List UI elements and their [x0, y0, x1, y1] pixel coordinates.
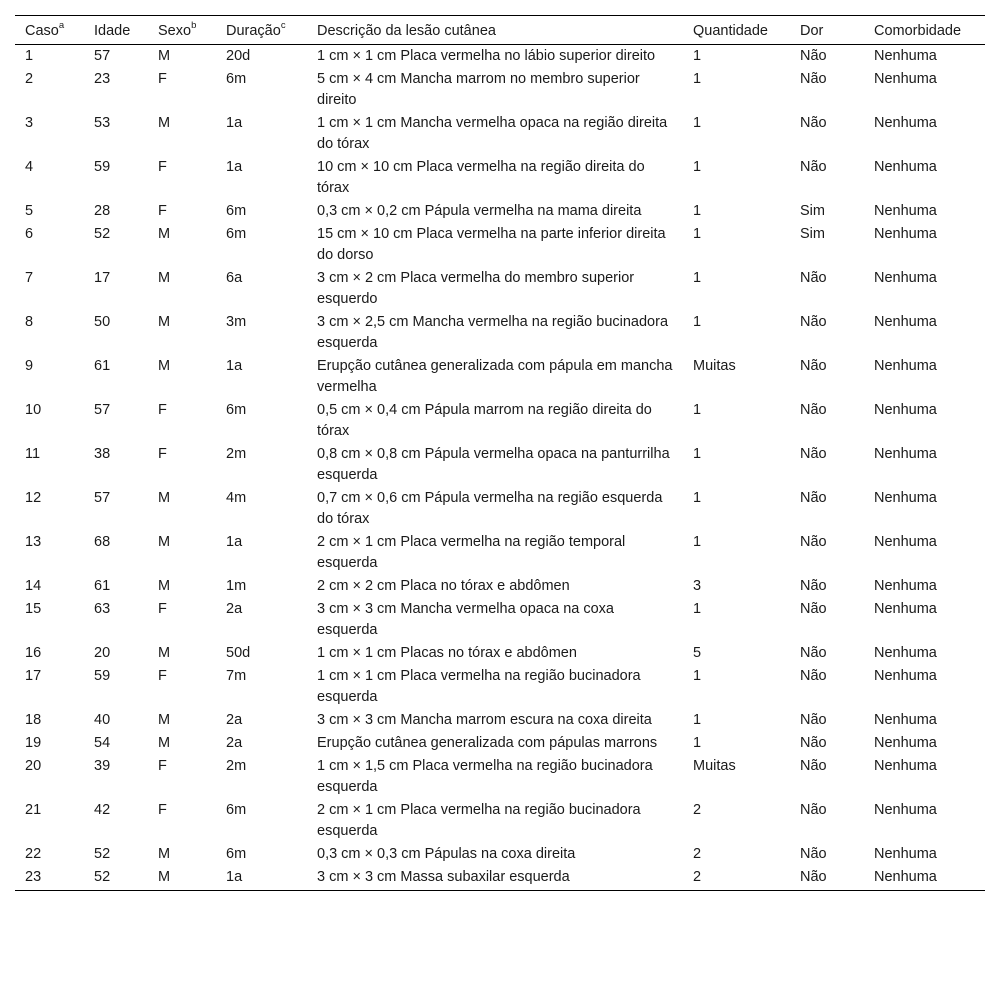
- cell-comorbidade: Nenhuma: [874, 314, 937, 330]
- table-row: [15, 598, 985, 642]
- cell-duracao: 1a: [226, 534, 243, 550]
- cell-idade: 23: [94, 71, 111, 87]
- cell-quantidade: 5: [693, 645, 702, 661]
- cell-dor: Não: [800, 446, 827, 462]
- cell-descricao: 0,7 cm × 0,6 cm Pápula vermelha na região esquerda do tórax: [317, 490, 667, 527]
- cell-duracao: 6m: [226, 802, 247, 818]
- cell-duracao: 2a: [226, 712, 243, 728]
- cell-idade: 57: [94, 490, 111, 506]
- table-row: [15, 799, 985, 843]
- cell-sexo: F: [158, 668, 167, 684]
- cell-duracao: 6m: [226, 226, 247, 242]
- cell-sexo: M: [158, 866, 226, 891]
- cell-sexo: F: [158, 159, 167, 175]
- cell-quantidade: 1: [693, 668, 702, 684]
- cell-caso: 16: [25, 645, 42, 661]
- cell-caso: 20: [25, 758, 42, 774]
- table-row: [15, 311, 985, 355]
- cell-duracao: 3m: [226, 314, 247, 330]
- cell-sexo: M: [158, 226, 171, 242]
- cell-caso: 22: [25, 846, 42, 862]
- table-row: [15, 709, 985, 732]
- cell-idade: 52: [94, 846, 111, 862]
- cell-comorbidade: Nenhuma: [874, 802, 937, 818]
- header-descricao: [317, 16, 693, 45]
- cell-caso: 11: [25, 446, 41, 462]
- cell-idade: 57: [94, 402, 111, 418]
- cell-dor: Não: [800, 358, 827, 374]
- cell-descricao: 15 cm × 10 cm Placa vermelha na parte inferior direita do dorso: [317, 226, 670, 263]
- table-row: [15, 732, 985, 755]
- table-row: [15, 531, 985, 575]
- cell-idade: 53: [94, 115, 111, 131]
- cell-descricao: 1 cm × 1 cm Mancha vermelha opaca na região direita do tórax: [317, 115, 672, 152]
- table-row: [15, 355, 985, 399]
- cell-comorbidade: Nenhuma: [874, 712, 937, 728]
- footnote-marker: b: [191, 20, 197, 32]
- cell-comorbidade: Nenhuma: [874, 490, 937, 506]
- cell-caso: 14: [25, 578, 42, 594]
- cell-duracao: 1a: [226, 866, 317, 891]
- cell-idade: 59: [94, 668, 111, 684]
- table-row: [15, 575, 985, 598]
- cell-descricao: 10 cm × 10 cm Placa vermelha na região direita do tórax: [317, 159, 649, 196]
- cell-sexo: F: [158, 601, 167, 617]
- cell-sexo: F: [158, 446, 167, 462]
- cell-caso: 19: [25, 735, 42, 751]
- cell-dor: Não: [800, 846, 827, 862]
- cell-quantidade: 1: [693, 159, 702, 175]
- cell-dor: Sim: [800, 226, 825, 242]
- cell-quantidade: 1: [693, 534, 702, 550]
- header-label: Dor: [800, 23, 824, 39]
- cell-dor: Não: [800, 668, 827, 684]
- table-body: [15, 45, 985, 891]
- cell-idade: 17: [94, 270, 111, 286]
- cell-caso: 10: [25, 402, 42, 418]
- cell-dor: Não: [800, 314, 827, 330]
- cell-caso: 2: [25, 71, 34, 87]
- cell-quantidade: 1: [693, 226, 702, 242]
- cell-comorbidade: Nenhuma: [874, 578, 937, 594]
- cell-duracao: 50d: [226, 645, 251, 661]
- cell-idade: 68: [94, 534, 111, 550]
- cell-comorbidade: Nenhuma: [874, 203, 937, 219]
- cell-descricao: Erupção cutânea generalizada com pápulas marrons: [317, 735, 658, 751]
- cell-descricao: 2 cm × 1 cm Placa vermelha na região bucinadora esquerda: [317, 802, 645, 839]
- cell-sexo: M: [158, 270, 171, 286]
- cell-comorbidade: Nenhuma: [874, 668, 937, 684]
- cell-quantidade: 1: [693, 71, 702, 87]
- cell-comorbidade: Nenhuma: [874, 115, 937, 131]
- cell-comorbidade: Nenhuma: [874, 270, 937, 286]
- cell-duracao: 2a: [226, 601, 243, 617]
- cell-duracao: 6m: [226, 71, 247, 87]
- cell-caso: 9: [25, 358, 34, 374]
- cell-duracao: 2a: [226, 735, 243, 751]
- cell-duracao: 1a: [226, 358, 243, 374]
- cell-sexo: M: [158, 735, 171, 751]
- cell-sexo: F: [158, 758, 167, 774]
- cell-dor: Não: [800, 402, 827, 418]
- cell-caso: 1: [25, 48, 34, 64]
- cell-comorbidade: Nenhuma: [874, 446, 937, 462]
- cell-idade: 38: [94, 446, 111, 462]
- cell-duracao: 6m: [226, 402, 247, 418]
- cell-dor: Não: [800, 758, 827, 774]
- header-idade: [94, 16, 158, 45]
- cell-idade: 42: [94, 802, 111, 818]
- table-row: [15, 156, 985, 200]
- cell-comorbidade: Nenhuma: [874, 645, 937, 661]
- cell-quantidade: Muitas: [693, 358, 736, 374]
- cell-comorbidade: Nenhuma: [874, 846, 937, 862]
- cell-idade: 59: [94, 159, 111, 175]
- cell-dor: Não: [800, 490, 827, 506]
- cell-quantidade: 2: [693, 846, 702, 862]
- header-label: Quantidade: [693, 23, 768, 39]
- cell-idade: 20: [94, 645, 111, 661]
- cell-comorbidade: Nenhuma: [874, 48, 937, 64]
- cell-sexo: M: [158, 846, 171, 862]
- cell-sexo: M: [158, 48, 171, 64]
- table-row: [15, 665, 985, 709]
- table-row: [15, 399, 985, 443]
- cell-quantidade: 1: [693, 203, 702, 219]
- cell-quantidade: 1: [693, 601, 702, 617]
- cell-descricao: 0,5 cm × 0,4 cm Pápula marrom na região direita do tórax: [317, 402, 656, 439]
- cell-descricao: 1 cm × 1 cm Placas no tórax e abdômen: [317, 645, 577, 661]
- cell-caso: 18: [25, 712, 42, 728]
- cell-descricao: 5 cm × 4 cm Mancha marrom no membro superior direito: [317, 71, 644, 108]
- cell-descricao: 3 cm × 3 cm Massa subaxilar esquerda: [317, 866, 693, 891]
- cell-caso: 15: [25, 601, 42, 617]
- header-label: Descrição da lesão cutânea: [317, 23, 496, 39]
- cell-idade: 54: [94, 735, 111, 751]
- cell-quantidade: 1: [693, 270, 702, 286]
- cell-dor: Não: [800, 601, 827, 617]
- cell-idade: 63: [94, 601, 111, 617]
- cell-comorbidade: Nenhuma: [874, 71, 937, 87]
- lesion-table: [15, 15, 985, 891]
- cell-idade: 52: [94, 866, 158, 891]
- cell-idade: 39: [94, 758, 111, 774]
- cell-descricao: 1 cm × 1 cm Placa vermelha no lábio superior direito: [317, 48, 656, 64]
- cell-comorbidade: Nenhuma: [874, 358, 937, 374]
- header-label: Comorbidade: [874, 23, 962, 39]
- cell-quantidade: 2: [693, 866, 800, 891]
- header-label: Duração: [226, 23, 281, 39]
- cell-dor: Não: [800, 115, 827, 131]
- cell-quantidade: 1: [693, 48, 702, 64]
- cell-quantidade: 2: [693, 802, 702, 818]
- cell-duracao: 7m: [226, 668, 247, 684]
- table-row: [15, 866, 985, 891]
- cell-comorbidade: Nenhuma: [874, 758, 937, 774]
- cell-dor: Não: [800, 270, 827, 286]
- cell-idade: 61: [94, 358, 111, 374]
- cell-quantidade: 1: [693, 314, 702, 330]
- cell-descricao: 2 cm × 1 cm Placa vermelha na região temporal esquerda: [317, 534, 630, 571]
- cell-caso: 8: [25, 314, 34, 330]
- table-row: [15, 68, 985, 112]
- cell-quantidade: 1: [693, 712, 702, 728]
- cell-caso: 13: [25, 534, 42, 550]
- footnote-marker: c: [280, 20, 286, 32]
- cell-duracao: 6m: [226, 203, 247, 219]
- header-caso: [15, 16, 94, 45]
- cell-caso: 5: [25, 203, 34, 219]
- cell-dor: Não: [800, 578, 827, 594]
- cell-sexo: M: [158, 358, 171, 374]
- cell-dor: Não: [800, 159, 827, 175]
- cell-caso: 3: [25, 115, 34, 131]
- table-row: [15, 843, 985, 866]
- table-row: [15, 200, 985, 223]
- header-dor: [800, 16, 874, 45]
- cell-descricao: 3 cm × 2 cm Placa vermelha do membro superior esquerdo: [317, 270, 639, 307]
- cell-sexo: M: [158, 645, 171, 661]
- cell-duracao: 2m: [226, 758, 247, 774]
- cell-caso: 21: [25, 802, 42, 818]
- cell-sexo: M: [158, 534, 171, 550]
- header-label: Sexo: [158, 23, 192, 39]
- cell-duracao: 1a: [226, 159, 243, 175]
- cell-idade: 52: [94, 226, 111, 242]
- header-label: Idade: [94, 23, 131, 39]
- cell-dor: Não: [800, 645, 827, 661]
- header-duracao: [226, 16, 317, 45]
- cell-comorbidade: Nenhuma: [874, 226, 937, 242]
- cell-quantidade: Muitas: [693, 758, 736, 774]
- cell-caso: 6: [25, 226, 34, 242]
- cell-sexo: F: [158, 402, 167, 418]
- header-sexo: [158, 16, 226, 45]
- cell-quantidade: 1: [693, 402, 702, 418]
- cell-descricao: 1 cm × 1 cm Placa vermelha na região bucinadora esquerda: [317, 668, 645, 705]
- cell-caso: 17: [25, 668, 42, 684]
- cell-descricao: 0,8 cm × 0,8 cm Pápula vermelha opaca na panturrilha esquerda: [317, 446, 674, 483]
- cell-dor: Não: [800, 712, 827, 728]
- cell-duracao: 6a: [226, 270, 243, 286]
- cell-caso: 4: [25, 159, 34, 175]
- cell-descricao: 3 cm × 3 cm Mancha vermelha opaca na coxa esquerda: [317, 601, 619, 638]
- cell-comorbidade: Nenhuma: [874, 866, 985, 891]
- header-quantidade: [693, 16, 800, 45]
- cell-descricao: 3 cm × 2,5 cm Mancha vermelha na região bucinadora esquerda: [317, 314, 673, 351]
- cell-quantidade: 1: [693, 735, 702, 751]
- cell-sexo: M: [158, 490, 171, 506]
- table-row: [15, 223, 985, 267]
- table-row: [15, 267, 985, 311]
- cell-dor: Não: [800, 534, 827, 550]
- cell-descricao: Erupção cutânea generalizada com pápula em mancha vermelha: [317, 358, 677, 395]
- footnote-marker: a: [58, 20, 65, 32]
- cell-caso: 7: [25, 270, 34, 286]
- cell-comorbidade: Nenhuma: [874, 735, 937, 751]
- cell-comorbidade: Nenhuma: [874, 601, 937, 617]
- cell-sexo: M: [158, 115, 171, 131]
- table-container: [15, 15, 985, 891]
- cell-dor: Não: [800, 48, 827, 64]
- cell-duracao: 2m: [226, 446, 247, 462]
- cell-quantidade: 1: [693, 490, 702, 506]
- table-row: [15, 443, 985, 487]
- cell-duracao: 1m: [226, 578, 247, 594]
- cell-dor: Não: [800, 735, 827, 751]
- cell-sexo: M: [158, 712, 171, 728]
- cell-comorbidade: Nenhuma: [874, 534, 937, 550]
- cell-sexo: M: [158, 314, 171, 330]
- cell-idade: 28: [94, 203, 111, 219]
- cell-idade: 57: [94, 48, 111, 64]
- cell-caso: 12: [25, 490, 42, 506]
- cell-sexo: M: [158, 578, 171, 594]
- header-label: Caso: [25, 23, 59, 39]
- cell-idade: 40: [94, 712, 111, 728]
- cell-comorbidade: Nenhuma: [874, 402, 937, 418]
- table-row: [15, 45, 985, 69]
- table-row: [15, 112, 985, 156]
- header-row: [15, 16, 985, 45]
- cell-idade: 61: [94, 578, 111, 594]
- cell-idade: 50: [94, 314, 111, 330]
- table-row: [15, 755, 985, 799]
- table-row: [15, 642, 985, 665]
- cell-caso: 23: [15, 866, 94, 891]
- cell-sexo: F: [158, 203, 167, 219]
- cell-descricao: 0,3 cm × 0,3 cm Pápulas na coxa direita: [317, 846, 576, 862]
- cell-dor: Sim: [800, 203, 825, 219]
- cell-sexo: F: [158, 802, 167, 818]
- cell-comorbidade: Nenhuma: [874, 159, 937, 175]
- cell-quantidade: 1: [693, 115, 702, 131]
- cell-duracao: 4m: [226, 490, 247, 506]
- cell-quantidade: 1: [693, 446, 702, 462]
- cell-sexo: F: [158, 71, 167, 87]
- cell-duracao: 6m: [226, 846, 247, 862]
- cell-duracao: 20d: [226, 48, 251, 64]
- cell-quantidade: 3: [693, 578, 702, 594]
- cell-dor: Não: [800, 802, 827, 818]
- cell-descricao: 3 cm × 3 cm Mancha marrom escura na coxa direita: [317, 712, 652, 728]
- cell-descricao: 1 cm × 1,5 cm Placa vermelha na região bucinadora esquerda: [317, 758, 657, 795]
- cell-duracao: 1a: [226, 115, 243, 131]
- cell-dor: Não: [800, 71, 827, 87]
- cell-descricao: 0,3 cm × 0,2 cm Pápula vermelha na mama direita: [317, 203, 642, 219]
- cell-descricao: 2 cm × 2 cm Placa no tórax e abdômen: [317, 578, 570, 594]
- header-comorbidade: [874, 16, 985, 45]
- table-row: [15, 487, 985, 531]
- cell-dor: Não: [800, 866, 874, 891]
